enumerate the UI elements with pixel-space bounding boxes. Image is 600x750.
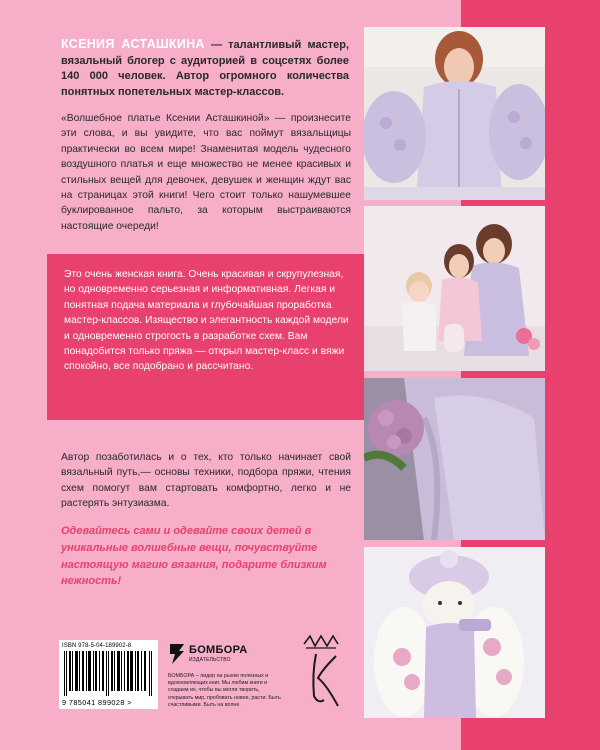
photo-mother-daughters: [364, 206, 545, 371]
publisher-name: БОМБОРА: [189, 644, 248, 656]
signature-logo-icon: [296, 634, 346, 708]
callout-text: Одевайтесь сами и одевайте своих детей в уникальные волшебные вещи, почувствуйте настоящую магию вязания, подарите близким нежность!: [61, 525, 327, 588]
quote-text: Это очень женская книга. Очень красивая и скрупулезная, но одновременно серьезная и информативная. Легкая и понятная подача материала и глубочайшая проработка мастер-классов. Изящество и элегантность каждой модели и одновременно строгость в разработке схем. Вам понадобится только пряжа — открыл мастер-класс и вяжи спокойно, все подобрано и рассчитано.: [64, 269, 349, 373]
author-intro-text: — талантливый мастер, вязальный блогер с аудиторией в соцсетях более 140 000 человек. Автор огромного количества понятных попетельных мастер-классов.: [61, 39, 349, 98]
isbn-barcode-block: [59, 640, 158, 709]
publisher-subtitle: ИЗДАТЕЛЬСТВО: [189, 657, 231, 663]
barcode-icon: [64, 651, 153, 696]
publisher-description: БОМБОРА – лидер на рынке полезных и вдохновляющих книг. Мы любим книги и создаем их, чтобы вы могли творить, открывать мир, пробовать новое, расти. Быть счастливыми. Быть на волне.: [168, 673, 281, 708]
photo-knitted-coat: [364, 378, 545, 540]
description-paragraph: «Волшебное платье Ксении Асташкиной» — произнесите эти слова, и вы увидите, что вас поймут вязальщицы практически во всем мире! Знаменитая модель чудесного воздушного платья и еще множество не менее красивых и стильных вещей для девочек, девушек и женщин ждут вас на страницах этой книги! Чего стоит только нашумевшее буклированное пальто, за которым выстраиваются настоящие очереди!: [61, 113, 351, 232]
beginners-paragraph: Автор позаботилась и о тех, кто только начинает свой вязальный путь,— основы техники, подбора пряжи, чтения схем помогут вам стартовать комфортно, легко и не растерять энтузиазма.: [61, 452, 351, 510]
publisher-logo: [168, 640, 248, 670]
photo-author-cardigan: [364, 27, 545, 200]
photo-knitted-bunny: [364, 547, 545, 718]
author-name: КСЕНИЯ АСТАШКИНА: [61, 37, 205, 51]
barcode-number: 9 785041 899028 >: [62, 698, 132, 707]
author-intro: [61, 37, 349, 100]
bombora-logo-icon: [168, 642, 186, 666]
isbn-label: ISBN 978-5-04-189902-8: [62, 643, 132, 649]
